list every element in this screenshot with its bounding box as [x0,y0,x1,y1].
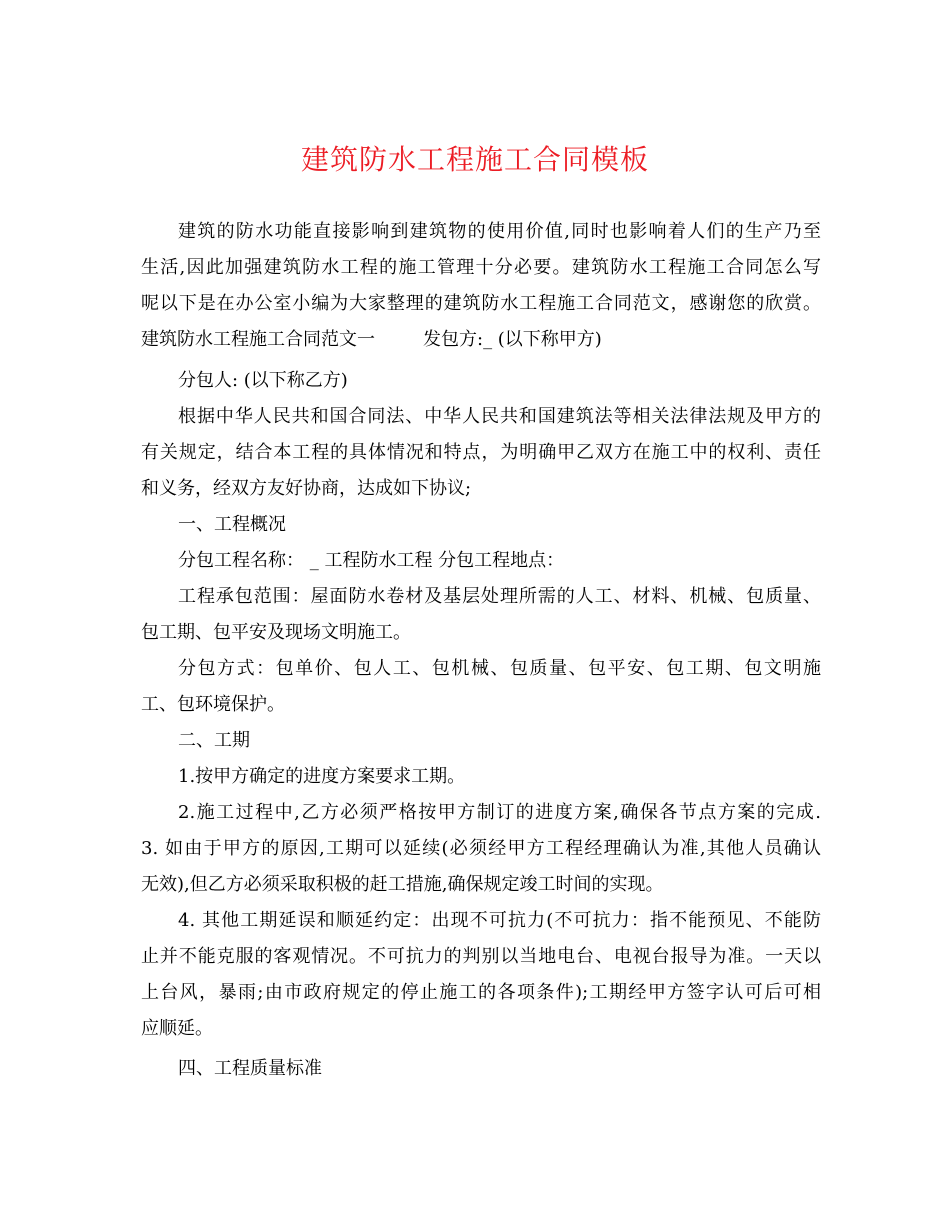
paragraph-line: 无效),但乙方必须采取积极的赶工措施,确保规定竣工时间的实现。 [141,874,664,895]
employer-line: 发包方:_ (以下称甲方) [423,329,602,350]
paragraph-line: 工、包环境保护。 [141,694,285,715]
paragraph-line: 1.按甲方确定的进度方案要求工期。 [178,766,466,787]
paragraph-line: 2.施工过程中,乙方必须严格按甲方制订的进度方案,确保各节点方案的完成. [178,802,821,823]
paragraph-line: 应顺延。 [141,1018,213,1039]
paragraph-line: 根据中华人民共和国合同法、中华人民共和国建筑法等相关法律法规及甲方的 [178,406,821,427]
paragraph-line: 生活,因此加强建筑防水工程的施工管理十分必要。建筑防水工程施工合同怎么写 [141,257,821,278]
section-heading: 一、工程概况 [178,514,286,535]
paragraph-line: 分包人: (以下称乙方) [178,370,348,391]
paragraph-line: 和义务，经双方友好协商，达成如下协议; [141,478,472,499]
section-heading: 二、工期 [178,730,250,751]
paragraph-line: 分包工程名称： _ 工程防水工程 分包工程地点： [178,550,565,571]
paragraph-line: 建筑的防水功能直接影响到建筑物的使用价值,同时也影响着人们的生产乃至 [178,221,821,242]
contract-subtitle: 建筑防水工程施工合同范文一 [141,329,375,350]
paragraph-line [141,322,821,358]
paragraph-line: 分包方式：包单价、包人工、包机械、包质量、包平安、包工期、包文明施 [178,658,821,679]
section-heading: 四、工程质量标准 [178,1058,322,1079]
paragraph-line: 呢以下是在办公室小编为大家整理的建筑防水工程施工合同范文，感谢您的欣赏。 [141,293,821,314]
paragraph-line: 3. 如由于甲方的原因,工期可以延续(必须经甲方工程经理确认为准,其他人员确认 [141,838,821,859]
paragraph-line: 有关规定，结合本工程的具体情况和特点，为明确甲乙双方在施工中的权利、责任 [141,442,821,463]
paragraph-line: 止并不能克服的客观情况。不可抗力的判别以当地电台、电视台报导为准。一天以 [141,946,821,967]
paragraph-line: 上台风，暴雨;由市政府规定的停止施工的各项条件);工期经甲方签字认可后可相 [141,982,821,1003]
paragraph-line: 4. 其他工期延误和顺延约定：出现不可抗力(不可抗力：指不能预见、不能防 [178,910,821,931]
document-title: 建筑防水工程施工合同模板 [300,143,649,176]
paragraph-line: 包工期、包平安及现场文明施工。 [141,622,411,643]
paragraph-line: 工程承包范围：屋面防水卷材及基层处理所需的人工、材料、机械、包质量、 [178,586,821,607]
